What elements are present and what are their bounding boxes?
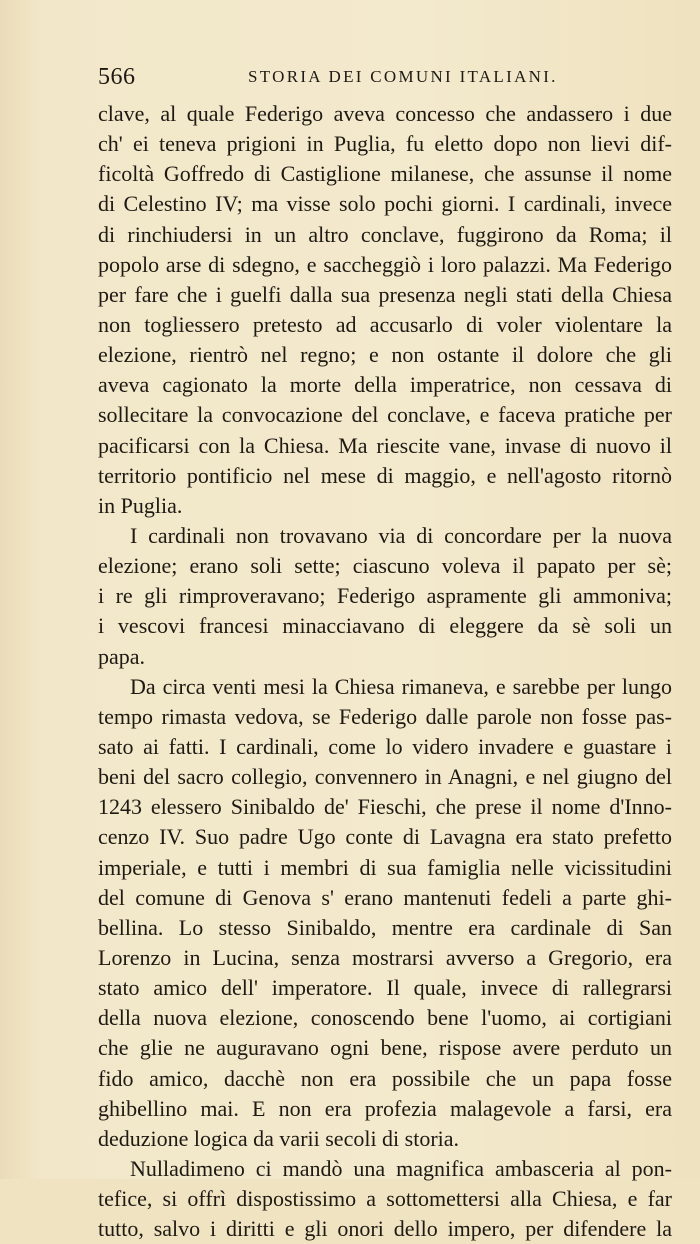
paragraph-first-line: I cardinali non trovavano via di concordare per la nuova [130,522,672,548]
page-number: 566 [98,64,136,90]
text-line: papa. [98,643,146,669]
body-text [98,99,672,1244]
text-line: i re gli rimproveravano; Federigo aspramente gli ammoniva; [98,583,672,609]
text-line: tempo rimasta vedova, se Federigo dalle parole non fosse pas- [98,703,672,729]
text-line: Lorenzo in Lucina, senza mostrarsi avverso a Gregorio, era [98,944,672,970]
text-line: aveva cagionato la morte della imperatrice, non cessava di [98,372,672,398]
text-line: ghibellino mai. E non era profezia malagevole a farsi, era [98,1095,672,1121]
text-line: popolo arse di sdegno, e saccheggiò i loro palazzi. Ma Federigo [98,251,672,277]
text-line: stato amico dell' imperatore. Il quale, invece di rallegrarsi [98,975,672,1001]
text-line: non togliessero pretesto ad accusarlo di voler violentare la [98,311,672,337]
text-line: per fare che i guelfi dalla sua presenza negli stati della Chiesa [98,281,672,307]
text-line: elezione, rientrò nel regno; e non ostante il dolore che gli [98,342,672,368]
text-line: di rinchiudersi in un altro conclave, fuggirono da Roma; il [98,221,672,247]
text-line: elezione; erano soli sette; ciascuno voleva il papato per sè; [98,553,672,579]
running-head: STORIA DEI COMUNI ITALIANI. [248,67,558,86]
text-line: 1243 elessero Sinibaldo de' Fieschi, che prese il nome d'Inno- [98,794,672,820]
text-line: di Celestino IV; ma visse solo pochi giorni. I cardinali, invece [98,191,672,217]
text-line: sato ai fatti. I cardinali, come lo videro invadere e guastare i [98,733,672,759]
text-line: sollecitare la convocazione del conclave, e faceva pratiche per [98,402,672,428]
paragraph-first-line: Nulladimeno ci mandò una magnifica ambasceria al pon- [130,1155,672,1181]
text-line: i vescovi francesi minacciavano di eleggere da sè soli un [98,613,672,639]
text-line: fido amico, dacchè non era possibile che un papa fosse [98,1065,672,1091]
text-line: bellina. Lo stesso Sinibaldo, mentre era cardinale di San [98,914,672,940]
text-line: tefice, si offrì dispostissimo a sottomettersi alla Chiesa, e far [98,1186,672,1212]
text-line: pacificarsi con la Chiesa. Ma riescite vane, invase di nuovo il [98,432,672,458]
text-line: in Puglia. [98,492,183,518]
text-line: ficoltà Goffredo di Castiglione milanese, che assunse il nome [98,161,672,187]
text-line: che glie ne auguravano ogni bene, rispose avere perduto un [98,1035,672,1061]
text-line: clave, al quale Federigo aveva concesso che andassero i due [98,101,672,126]
paragraph-first-line: Da circa venti mesi la Chiesa rimaneva, e sarebbe per lungo [130,673,672,699]
text-line: ch' ei teneva prigioni in Puglia, fu eletto dopo non lievi dif- [98,131,672,157]
text-line: cenzo IV. Suo padre Ugo conte di Lavagna era stato prefetto [98,824,672,850]
text-line: imperiale, e tutti i membri di sua famiglia nelle vicissitudini [98,854,672,880]
text-line: del comune di Genova s' erano mantenuti fedeli a parte ghi- [98,884,672,910]
page-header [98,62,672,92]
text-line: deduzione logica da varii secoli di storia. [98,1125,460,1151]
text-line: beni del sacro collegio, convennero in Anagni, e nel giugno del [98,764,672,790]
text-line: tutto, salvo i diritti e gli onori dello impero, per difendere la [98,1216,672,1242]
text-line: territorio pontificio nel mese di maggio, e nell'agosto ritornò [98,462,672,488]
text-line: della nuova elezione, conoscendo bene l'uomo, ai cortigiani [98,1005,672,1031]
